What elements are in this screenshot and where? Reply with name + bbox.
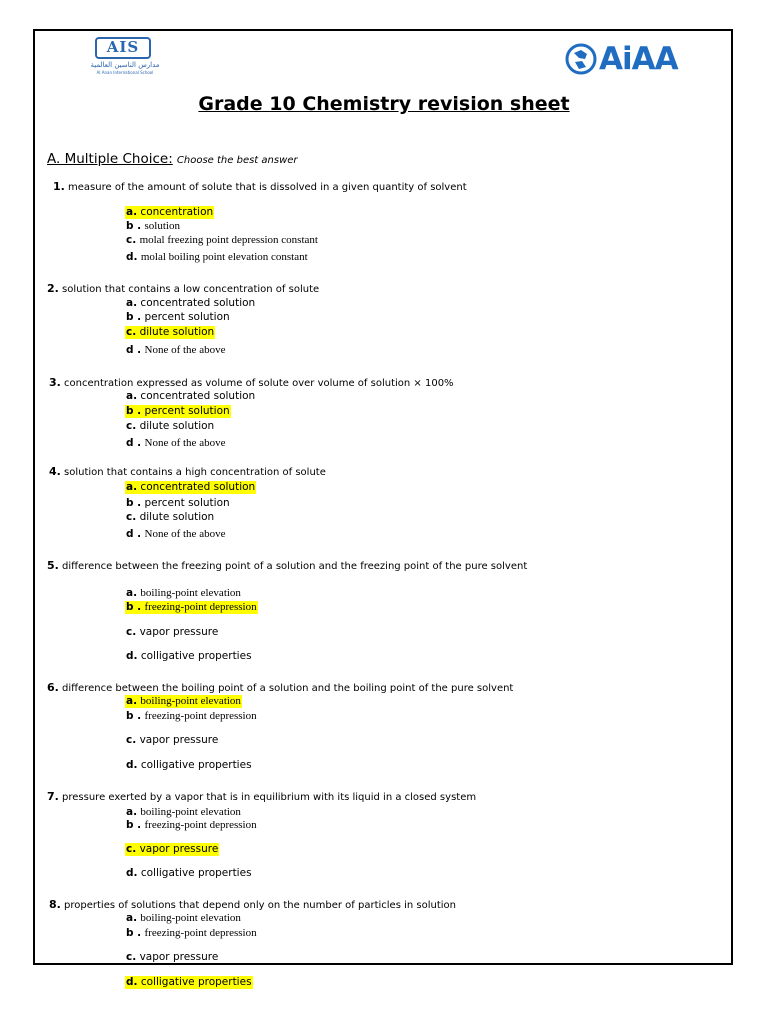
question-text: solution that contains a high concentration of solute xyxy=(64,467,326,478)
option-text: vapor pressure xyxy=(139,734,219,746)
aiaa-logo-text: AiAA xyxy=(599,41,678,77)
question-text: solution that contains a low concentration of solute xyxy=(62,284,320,295)
question-2 xyxy=(47,282,319,295)
answer-option xyxy=(126,511,214,524)
logo-arabic-name: مدارس الناسين العالمية xyxy=(90,61,160,69)
answer-option xyxy=(126,710,257,723)
option-text: freezing-point depression xyxy=(144,601,257,613)
option-text: solution xyxy=(144,220,180,232)
option-letter: d. xyxy=(126,867,138,879)
question-number: 3. xyxy=(49,376,61,389)
answer-option xyxy=(126,912,241,925)
option-text: vapor pressure xyxy=(139,951,219,963)
option-text: molal freezing point depression constant xyxy=(139,234,318,246)
page-title: Grade 10 Chemistry revision sheet xyxy=(198,93,570,115)
option-text: colligative properties xyxy=(140,759,252,771)
answer-option xyxy=(126,587,241,600)
answer-option xyxy=(125,976,253,989)
option-text: molal boiling point elevation constant xyxy=(140,251,308,263)
answer-option xyxy=(125,405,231,418)
option-letter: a. xyxy=(126,481,138,493)
option-letter: a. xyxy=(126,806,138,818)
option-text: percent solution xyxy=(144,311,230,323)
answer-option xyxy=(126,311,230,324)
answer-option xyxy=(126,927,257,940)
option-text: boiling-point elevation xyxy=(140,806,241,818)
question-7 xyxy=(47,790,476,803)
question-text: measure of the amount of solute that is dissolved in a given quantity of solvent xyxy=(68,182,467,193)
option-text: dilute solution xyxy=(139,511,215,523)
logo-acronym: AIS xyxy=(106,38,140,56)
option-text: concentrated solution xyxy=(140,297,256,309)
answer-option xyxy=(125,601,258,614)
option-letter: c. xyxy=(126,734,137,746)
option-text: freezing-point depression xyxy=(144,710,257,722)
answer-option xyxy=(126,420,214,433)
answer-option xyxy=(126,220,180,233)
answer-option xyxy=(126,626,218,639)
question-3 xyxy=(49,376,454,389)
answer-option xyxy=(126,867,252,880)
option-text: None of the above xyxy=(144,528,226,540)
answer-option xyxy=(126,251,308,264)
answer-option xyxy=(126,951,218,964)
option-letter: b . xyxy=(126,819,142,831)
option-text: None of the above xyxy=(144,344,226,356)
option-text: colligative properties xyxy=(140,976,252,988)
option-text: concentration xyxy=(140,206,214,218)
option-letter: d . xyxy=(126,437,142,449)
question-5 xyxy=(47,559,527,572)
option-letter: d. xyxy=(126,759,138,771)
option-letter: a. xyxy=(126,587,138,599)
option-text: freezing-point depression xyxy=(144,819,257,831)
option-letter: d. xyxy=(126,251,138,263)
option-text: vapor pressure xyxy=(139,626,219,638)
answer-option xyxy=(125,206,214,219)
option-text: vapor pressure xyxy=(139,843,219,855)
answer-option xyxy=(126,297,255,310)
option-text: colligative properties xyxy=(140,650,252,662)
section-title: A. Multiple Choice: xyxy=(47,151,173,167)
answer-option xyxy=(126,390,255,403)
option-letter: b . xyxy=(126,710,142,722)
question-number: 4. xyxy=(49,465,61,478)
option-letter: b . xyxy=(126,601,142,613)
option-letter: c. xyxy=(126,843,137,855)
question-number: 8. xyxy=(49,898,61,911)
answer-option xyxy=(126,234,318,247)
option-text: freezing-point depression xyxy=(144,927,257,939)
option-letter: a. xyxy=(126,912,138,924)
answer-option xyxy=(126,734,218,747)
option-letter: c. xyxy=(126,511,137,523)
answer-option xyxy=(126,437,225,450)
option-letter: b . xyxy=(126,405,142,417)
option-text: None of the above xyxy=(144,437,226,449)
option-text: boiling-point elevation xyxy=(140,912,241,924)
logo-english-name: Al Anan International School xyxy=(96,70,154,75)
option-letter: c. xyxy=(126,626,137,638)
option-letter: b . xyxy=(126,497,142,509)
option-letter: b . xyxy=(126,311,142,323)
option-letter: a. xyxy=(126,297,138,309)
question-text: pressure exerted by a vapor that is in equilibrium with its liquid in a closed system xyxy=(62,792,477,803)
answer-option xyxy=(126,497,230,510)
question-number: 7. xyxy=(47,790,59,803)
question-number: 1. xyxy=(53,180,65,193)
section-instruction: Choose the best answer xyxy=(176,155,298,166)
question-4 xyxy=(49,465,326,478)
answer-option xyxy=(125,326,215,339)
globe-icon xyxy=(565,43,597,75)
option-letter: b . xyxy=(126,220,142,232)
answer-option xyxy=(126,650,252,663)
answer-option xyxy=(126,806,241,819)
option-letter: d . xyxy=(126,528,142,540)
school-logo xyxy=(90,37,163,79)
option-text: dilute solution xyxy=(139,420,215,432)
option-letter: c. xyxy=(126,420,137,432)
option-text: concentrated solution xyxy=(140,481,256,493)
option-letter: b . xyxy=(126,927,142,939)
question-8 xyxy=(49,898,456,911)
question-number: 2. xyxy=(47,282,59,295)
section-heading xyxy=(47,151,298,167)
answer-option xyxy=(125,695,242,708)
option-letter: c. xyxy=(126,951,137,963)
option-letter: a. xyxy=(126,695,138,707)
option-text: boiling-point elevation xyxy=(140,587,241,599)
question-text: difference between the boiling point of a solution and the boiling point of the pure solvent xyxy=(62,683,514,694)
option-letter: d. xyxy=(126,650,138,662)
question-1 xyxy=(53,180,467,193)
option-letter: d. xyxy=(126,976,138,988)
aiaa-logo xyxy=(565,42,678,76)
question-text: properties of solutions that depend only on the number of particles in solution xyxy=(64,900,456,911)
answer-option xyxy=(126,344,225,357)
question-text: difference between the freezing point of a solution and the freezing point of the pure solvent xyxy=(62,561,528,572)
option-text: percent solution xyxy=(144,497,230,509)
question-text: concentration expressed as volume of solute over volume of solution × 100% xyxy=(64,378,454,389)
option-letter: c. xyxy=(126,326,137,338)
option-letter: a. xyxy=(126,390,138,402)
option-letter: c. xyxy=(126,234,137,246)
answer-option xyxy=(125,481,256,494)
option-text: colligative properties xyxy=(140,867,252,879)
option-text: boiling-point elevation xyxy=(140,695,241,707)
question-6 xyxy=(47,681,513,694)
option-letter: d . xyxy=(126,344,142,356)
question-number: 5. xyxy=(47,559,59,572)
answer-option xyxy=(126,819,257,832)
answer-option xyxy=(126,528,225,541)
option-text: dilute solution xyxy=(139,326,215,338)
answer-option xyxy=(126,759,252,772)
answer-option xyxy=(125,843,219,856)
option-letter: a. xyxy=(126,206,138,218)
option-text: percent solution xyxy=(144,405,230,417)
question-number: 6. xyxy=(47,681,59,694)
option-text: concentrated solution xyxy=(140,390,256,402)
